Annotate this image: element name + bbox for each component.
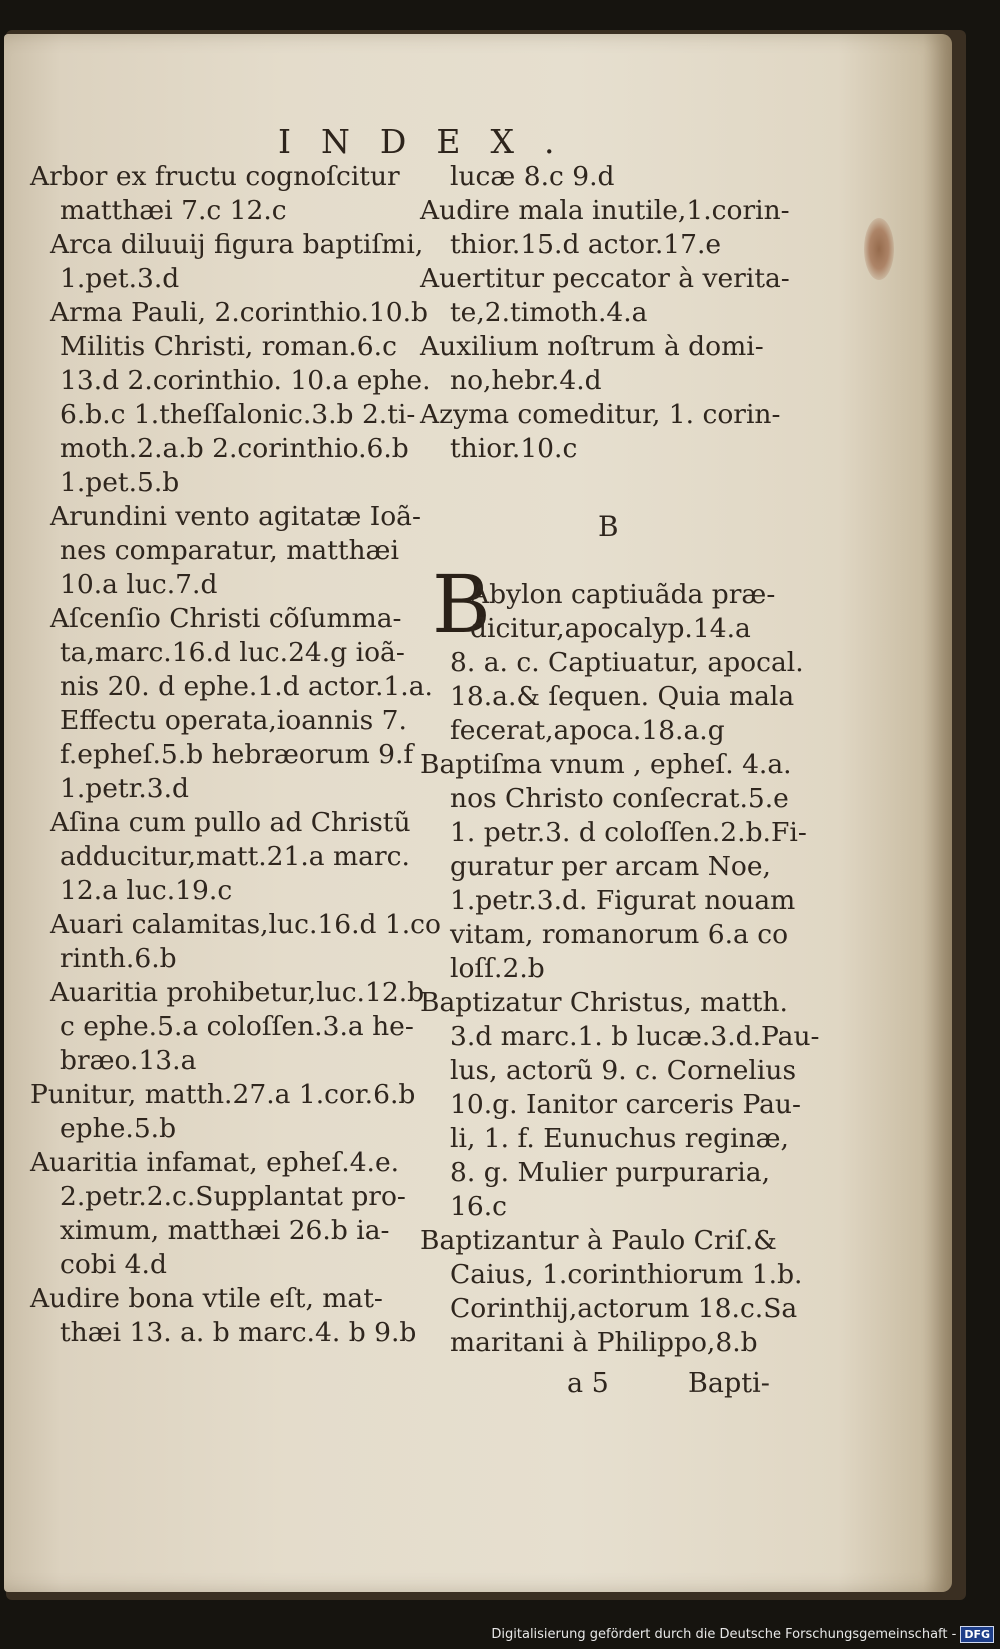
index-line: Arma Pauli, 2.corinthio.10.b (50, 297, 428, 328)
index-line: lucæ 8.c 9.d (450, 161, 615, 192)
index-line: 12.a luc.19.c (60, 875, 233, 906)
index-line: 8. g. Mulier purpuraria, (450, 1157, 771, 1188)
catchword: Bapti- (688, 1368, 770, 1399)
index-line: Aſcenſio Christi cõſumma- (50, 603, 402, 634)
index-line: Baptizantur à Paulo Criſ.& (420, 1225, 777, 1256)
left-column (30, 160, 441, 1350)
index-line: nos Christo conſecrat.5.e (450, 783, 789, 814)
index-line: 18.a.& ſequen. Quia mala (450, 681, 795, 712)
index-line: nes comparatur, matthæi (60, 535, 399, 566)
index-line: Auertitur peccator à verita- (420, 263, 790, 294)
index-line: Audire bona vtile eſt, mat- (30, 1283, 383, 1314)
index-line: 2.petr.2.c.Supplantat pro- (60, 1181, 406, 1212)
right-column-b (420, 578, 819, 1360)
index-line: Aſina cum pullo ad Christũ (50, 807, 411, 838)
index-line: Punitur, matth.27.a 1.cor.6.b (30, 1079, 416, 1110)
index-line: 13.d 2.corinthio. 10.a ephe. (60, 365, 431, 396)
index-line: Auaritia infamat, epheſ.4.e. (30, 1147, 400, 1178)
page-header: INDEX. (278, 122, 585, 161)
index-line: ximum, matthæi 26.b ia- (60, 1215, 390, 1246)
index-line: matthæi 7.c 12.c (60, 195, 287, 226)
index-line: Auxilium noſtrum à domi- (420, 331, 764, 362)
index-line: 1.pet.3.d (60, 263, 180, 294)
index-line: Azyma comeditur, 1. corin- (420, 399, 781, 430)
paper-stain (864, 218, 894, 280)
index-line: maritani à Philippo,8.b (450, 1327, 758, 1358)
credit-text: Digitalisierung gefördert durch die Deutsche Forschungsgemeinschaft - (491, 1627, 957, 1642)
index-line: 10.a luc.7.d (60, 569, 218, 600)
index-line: loſſ.2.b (450, 953, 545, 984)
index-line: 1. petr.3. d coloſſen.2.b.Fi- (450, 817, 807, 848)
index-line: ephe.5.b (60, 1113, 177, 1144)
index-line: f.epheſ.5.b hebræorum 9.f (60, 739, 414, 770)
index-line: thæi 13. a. b marc.4. b 9.b (60, 1317, 417, 1348)
index-line: 6.b.c 1.theſſalonic.3.b 2.ti- (60, 399, 416, 430)
index-line: moth.2.a.b 2.corinthio.6.b (60, 433, 409, 464)
index-line: 8. a. c. Captiuatur, apocal. (450, 647, 804, 678)
index-line: dicitur,apocalyp.14.a (470, 613, 751, 644)
index-line: 3.d marc.1. b lucæ.3.d.Pau- (450, 1021, 820, 1052)
index-line: adducitur,matt.21.a marc. (60, 841, 410, 872)
index-line: Audire mala inutile,1.corin- (420, 195, 790, 226)
index-line: vitam, romanorum 6.a co (450, 919, 789, 950)
section-letter: B (598, 510, 619, 543)
index-line: 1.pet.5.b (60, 467, 180, 498)
index-line: 16.c (450, 1191, 507, 1222)
index-line: Corinthij,actorum 18.c.Sa (450, 1293, 798, 1324)
dfg-logo-icon: DFG (960, 1626, 994, 1643)
index-line: Arundini vento agitatæ Ioã- (50, 501, 421, 532)
index-line: Militis Christi, roman.6.c (60, 331, 397, 362)
index-line: rinth.6.b (60, 943, 177, 974)
index-line: Baptiſma vnum , epheſ. 4.a. (420, 749, 792, 780)
index-line: nis 20. d ephe.1.d actor.1.a. (60, 671, 433, 702)
index-line: no,hebr.4.d (450, 365, 602, 396)
index-line: Baptizatur Christus, matth. (420, 987, 788, 1018)
index-line: 10.g. Ianitor carceris Pau- (450, 1089, 801, 1120)
right-column-top (420, 160, 800, 466)
index-line: guratur per arcam Noe, (450, 851, 771, 882)
index-line: Abylon captiuãda præ- (470, 579, 776, 610)
index-line: 1.petr.3.d (60, 773, 190, 804)
index-line: c ephe.5.a coloſſen.3.a he- (60, 1011, 414, 1042)
index-line: lus, actorũ 9. c. Cornelius (450, 1055, 797, 1086)
index-line: Auari calamitas,luc.16.d 1.co (50, 909, 441, 940)
index-line: 1.petr.3.d. Figurat nouam (450, 885, 796, 916)
index-line: Auaritia prohibetur,luc.12.b (50, 977, 425, 1008)
index-line: Arbor ex fructu cognoſcitur (30, 161, 400, 192)
index-line: thior.10.c (450, 433, 578, 464)
index-line: Effectu operata,ioannis 7. (60, 705, 407, 736)
index-line: te,2.timoth.4.a (450, 297, 648, 328)
signature-mark: a 5 (567, 1368, 609, 1399)
index-line: Caius, 1.corinthiorum 1.b. (450, 1259, 803, 1290)
index-line: bræo.13.a (60, 1045, 197, 1076)
digitization-credit (491, 1626, 994, 1643)
index-line: Arca diluuij figura baptiſmi, (50, 229, 424, 260)
index-line: fecerat,apoca.18.a.g (450, 715, 725, 746)
index-line: li, 1. f. Eunuchus reginæ, (450, 1123, 789, 1154)
index-line: cobi 4.d (60, 1249, 167, 1280)
index-line: ta,marc.16.d luc.24.g ioã- (60, 637, 405, 668)
index-line: thior.15.d actor.17.e (450, 229, 722, 260)
drop-cap: B (432, 558, 491, 651)
